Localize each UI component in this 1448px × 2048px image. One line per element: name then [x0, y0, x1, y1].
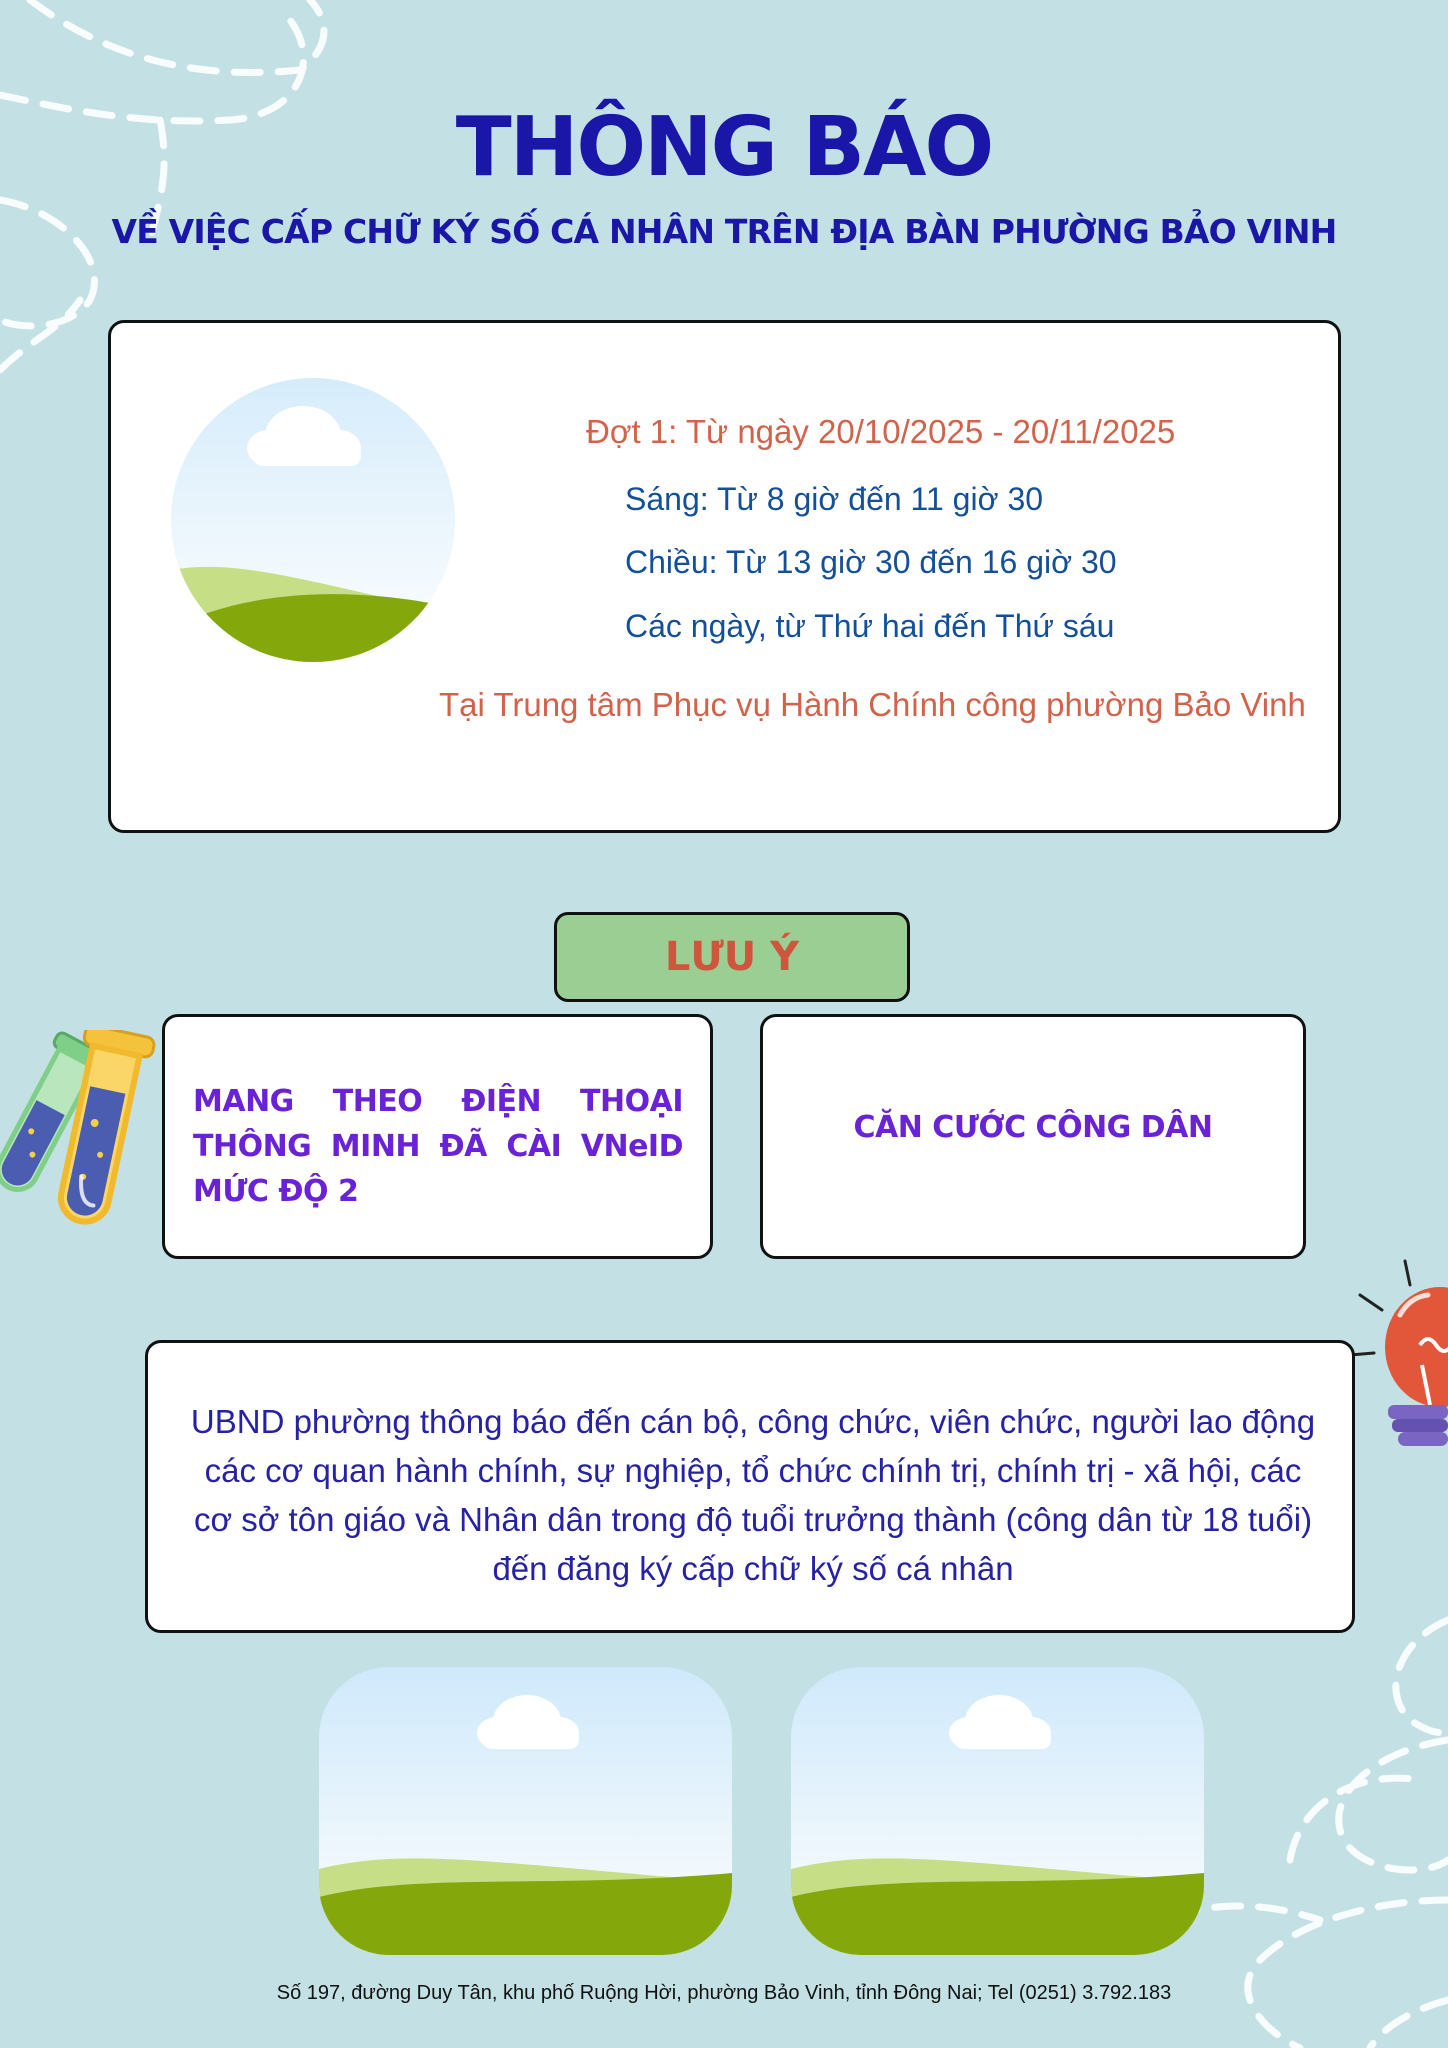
schedule-period: Đợt 1: Từ ngày 20/10/2025 - 20/11/2025: [586, 413, 1176, 450]
notice-text: UBND phường thông báo đến cán bộ, công chức, viên chức, người lao động các cơ quan hành chính, sự nghiệp, tổ chức chính trị, chính trị - xã hội, các cơ sở tôn giáo và Nhân dân trong độ tuổi trưởng thành (công dân từ 18 tuổi) đến đăng ký cấp chữ ký số cá nhân: [190, 1403, 1316, 1587]
landscape-image-icon: [791, 1667, 1204, 1955]
note-card-id: [760, 1014, 1306, 1259]
footer-address: Số 197, đường Duy Tân, khu phố Ruộng Hời, phường Bảo Vinh, tỉnh Đông Nai; Tel (0251) 3.792.183: [276, 1982, 1172, 2004]
page-subtitle: VỀ VIỆC CẤP CHỮ KÝ SỐ CÁ NHÂN TRÊN ĐỊA BÀN PHƯỜNG BẢO VINH: [111, 212, 1337, 251]
note-item-phone: MANG THEO ĐIỆN THOẠI THÔNG MINH ĐÃ CÀI VNeID MỨC ĐỘ 2: [193, 1084, 683, 1209]
schedule-afternoon: Chiều: Từ 13 giờ 30 đến 16 giờ 30: [625, 544, 1117, 580]
landscape-image-icon: [319, 1667, 732, 1955]
schedule-panel: [108, 320, 1341, 833]
schedule-morning: Sáng: Từ 8 giờ đến 11 giờ 30: [625, 481, 1044, 517]
note-item-id-card: CĂN CƯỚC CÔNG DÂN: [853, 1110, 1213, 1145]
note-card-phone: [162, 1014, 713, 1259]
schedule-location: Tại Trung tâm Phục vụ Hành Chính công phường Bảo Vinh: [439, 686, 1306, 723]
test-tubes-icon: [0, 1030, 160, 1245]
note-heading: LƯU Ý: [554, 912, 910, 1002]
light-bulb-icon: [1340, 1255, 1448, 1460]
page-title: THÔNG BÁO: [455, 100, 993, 195]
notice-panel: [145, 1340, 1355, 1633]
schedule-days: Các ngày, từ Thứ hai đến Thứ sáu: [625, 608, 1115, 644]
landscape-image-icon: [171, 378, 455, 662]
